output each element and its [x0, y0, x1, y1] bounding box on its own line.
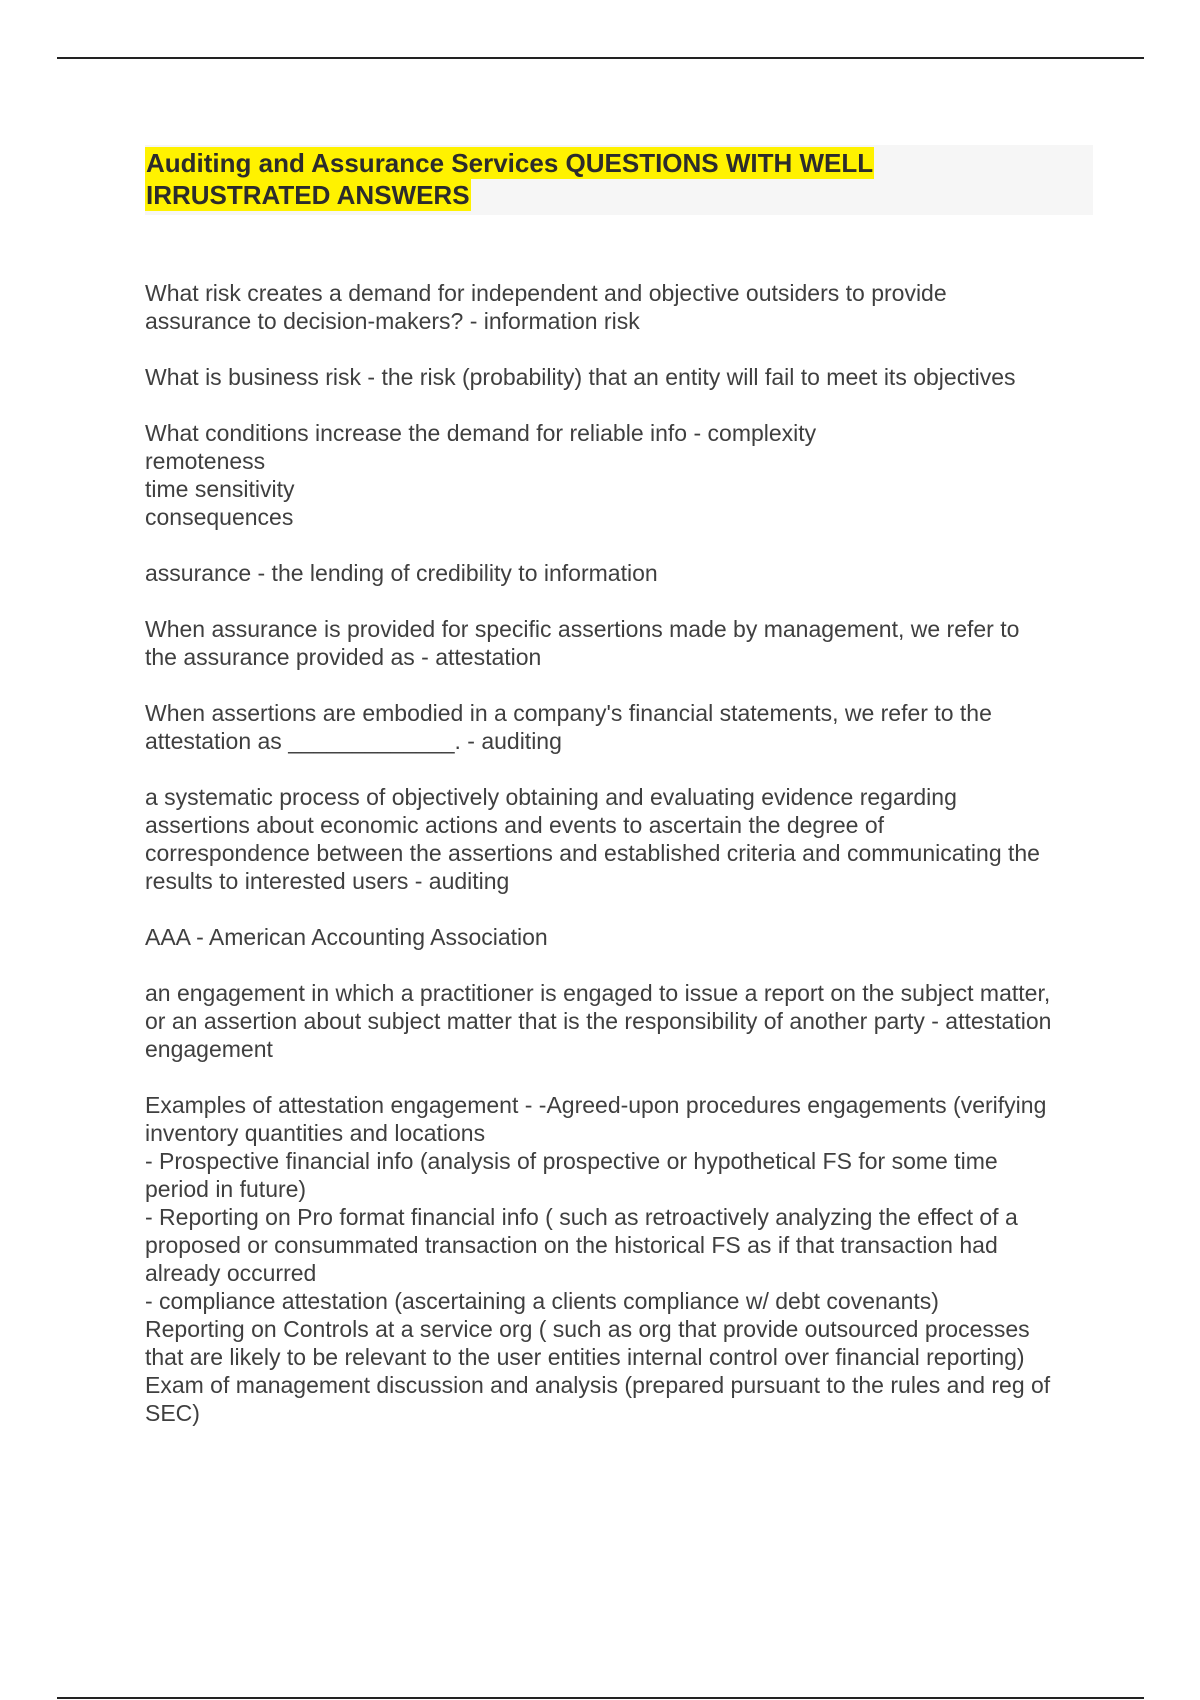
qa-entry — [145, 363, 1095, 391]
qa-entry — [145, 615, 1095, 671]
qa-text-line: a systematic process of objectively obtaining and evaluating evidence regarding — [145, 784, 957, 810]
qa-text-line: results to interested users - auditing — [145, 868, 510, 894]
qa-text-line: already occurred — [145, 1260, 317, 1286]
document-title — [145, 145, 1093, 215]
qa-text-line: engagement — [145, 1036, 273, 1062]
qa-text-line: assertions about economic actions and events to ascertain the degree of — [145, 812, 885, 838]
qa-text-line: or an assertion about subject matter that is the responsibility of another party - attestation — [145, 1008, 1052, 1034]
qa-text-line: correspondence between the assertions and established criteria and communicating the — [145, 840, 1040, 866]
qa-text-line: AAA - American Accounting Association — [145, 924, 548, 950]
qa-text-line: assurance to decision-makers? - information risk — [145, 308, 640, 334]
qa-text-line: time sensitivity — [145, 476, 295, 502]
qa-text-line: proposed or consummated transaction on the historical FS as if that transaction had — [145, 1232, 998, 1258]
qa-text-line: the assurance provided as - attestation — [145, 644, 542, 670]
qa-text-line: When assurance is provided for specific assertions made by management, we refer to — [145, 616, 1020, 642]
qa-text-line: Exam of management discussion and analysis (prepared pursuant to the rules and reg of — [145, 1372, 1051, 1398]
qa-text-line: What risk creates a demand for independent and objective outsiders to provide — [145, 280, 947, 306]
title-text-1: Auditing and Assurance Services QUESTIONS WITH WELL — [146, 148, 874, 178]
qa-entry — [145, 559, 1095, 587]
qa-entry — [145, 1091, 1095, 1427]
qa-text-line: Examples of attestation engagement - -Agreed-upon procedures engagements (verifying — [145, 1092, 1047, 1118]
qa-entry — [145, 979, 1095, 1063]
title-text-2: IRRUSTRATED ANSWERS — [146, 180, 470, 210]
qa-text-line: inventory quantities and locations — [145, 1120, 486, 1146]
qa-text-line: - compliance attestation (ascertaining a clients compliance w/ debt covenants) — [145, 1288, 939, 1314]
qa-text-line: that are likely to be relevant to the user entities internal control over financial reporting) — [145, 1344, 1025, 1370]
qa-text-line: When assertions are embodied in a company's financial statements, we refer to the — [145, 700, 992, 726]
document-body — [145, 279, 1095, 1455]
qa-entry — [145, 279, 1095, 335]
qa-entry — [145, 923, 1095, 951]
top-rule — [57, 57, 1144, 59]
qa-text-line: What is business risk - the risk (probability) that an entity will fail to meet its objectives — [145, 364, 1016, 390]
qa-entry — [145, 419, 1095, 531]
qa-entry — [145, 699, 1095, 755]
qa-text-line: What conditions increase the demand for reliable info - complexity — [145, 420, 817, 446]
qa-text-line: attestation as _____________. - auditing — [145, 728, 562, 754]
qa-entry — [145, 783, 1095, 895]
qa-text-line: remoteness — [145, 448, 266, 474]
qa-text-line: Reporting on Controls at a service org ( such as org that provide outsourced processes — [145, 1316, 1030, 1342]
bottom-rule — [57, 1697, 1144, 1699]
qa-text-line: consequences — [145, 504, 294, 530]
qa-text-line: assurance - the lending of credibility to information — [145, 560, 658, 586]
qa-text-line: an engagement in which a practitioner is engaged to issue a report on the subject matter, — [145, 980, 1051, 1006]
qa-text-line: period in future) — [145, 1176, 307, 1202]
title-line-1 — [145, 147, 1093, 179]
qa-text-line: - Reporting on Pro format financial info ( such as retroactively analyzing the effect of a — [145, 1204, 1018, 1230]
title-line-2 — [145, 179, 1093, 211]
qa-text-line: - Prospective financial info (analysis of prospective or hypothetical FS for some time — [145, 1148, 998, 1174]
qa-text-line: SEC) — [145, 1400, 200, 1426]
